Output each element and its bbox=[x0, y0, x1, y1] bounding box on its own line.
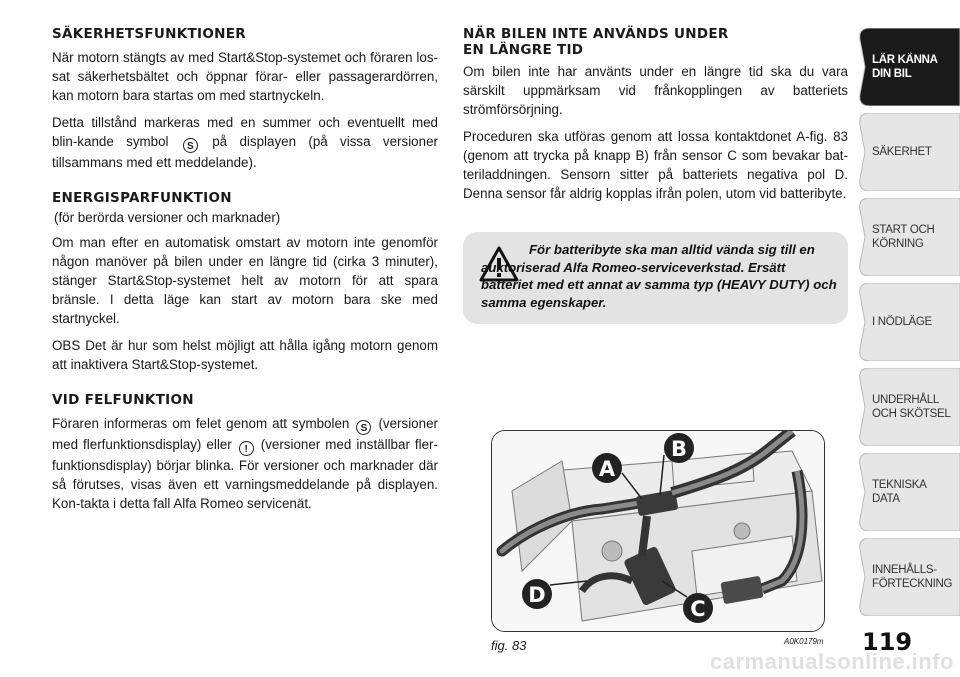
chapter-tab-label: UNDERHÅLL OCH SKÖTSEL bbox=[872, 394, 951, 420]
chapter-tab-5[interactable] bbox=[856, 453, 960, 531]
chapter-tab-label: START OCH KÖRNING bbox=[872, 224, 935, 250]
chapter-tab-0[interactable] bbox=[856, 28, 960, 106]
left-column bbox=[52, 26, 438, 521]
chapter-tab-label: INNEHÅLLS- FÖRTECKNING bbox=[872, 564, 953, 590]
figure-83 bbox=[491, 430, 825, 632]
chapter-tabs bbox=[856, 28, 960, 623]
chapter-tab-6[interactable] bbox=[856, 538, 960, 616]
chapter-tab-1[interactable] bbox=[856, 113, 960, 191]
heading-vehicle-unused: NÄR BILEN INTE ANVÄNDS UNDER EN LÄNGRE TID bbox=[463, 26, 729, 58]
energy-saving-note: (för berörda versioner och marknader) bbox=[54, 210, 281, 225]
paragraph-unused-2: Proceduren ska utföras genom att lossa kontaktdonet A-fig. 83 (genom att trycka på knapp B) från sensor C som bevakar bat-teriladdningen. Sensorn sitter på batteriets negativa pol D. Denna sensor får aldrig kopplas ifrån polen, utom vid batteribyte. bbox=[463, 129, 848, 201]
paragraph-energy-2: OBS Det är hur som helst möjligt att hålla igång motorn genom att inaktivera Start&Stop-systemet. bbox=[52, 338, 438, 372]
figure-caption: fig. 83 bbox=[491, 638, 527, 653]
warning-text: För batteribyte ska man alltid vända sig till en auktoriserad Alfa Romeo-serviceverkstad. Ersätt batteriet med ett annat av samma typ (HEAVY DUTY) och samma egenskaper. bbox=[481, 242, 837, 310]
start-stop-s-icon: S bbox=[356, 420, 371, 435]
paragraph-safety-2: Detta tillstånd markeras med en summer och eventuellt med blin-kande symbol S på displayen (på vissa versioner tillsammans med ett meddelande). bbox=[52, 115, 438, 170]
callout-d-label: D bbox=[528, 583, 546, 607]
chapter-tab-label: TEKNISKA DATA bbox=[872, 479, 926, 505]
chapter-tab-4[interactable] bbox=[856, 368, 960, 446]
heading-energy-saving: ENERGISPARFUNKTION bbox=[52, 190, 232, 206]
warning-box bbox=[463, 232, 848, 324]
callout-c-label: C bbox=[690, 597, 706, 621]
chapter-tab-label: I NÖDLÄGE bbox=[872, 316, 932, 328]
exclamation-warning-icon: ! bbox=[239, 441, 254, 456]
callout-a-label: A bbox=[598, 457, 616, 481]
watermark: carmanualsonline.info bbox=[710, 649, 954, 674]
callout-b-label: B bbox=[670, 437, 688, 461]
chapter-tab-2[interactable] bbox=[856, 198, 960, 276]
right-column bbox=[463, 26, 848, 211]
battery-connector-illustration bbox=[492, 431, 824, 631]
start-stop-s-icon: S bbox=[183, 138, 198, 153]
heading-malfunction: VID FELFUNKTION bbox=[52, 392, 194, 408]
heading-safety-functions: SÄKERHETSFUNKTIONER bbox=[52, 26, 246, 42]
paragraph-energy-1: Om man efter en automatisk omstart av motorn inte genomför någon manöver på bilen under en längre tid (cirka 3 minuter), stänger Start&Stop-systemet helt av motorn för att spara bränsle. I detta läge kan start av motorn bara ske med startnyckel. bbox=[52, 235, 438, 326]
paragraph-unused-1: Om bilen inte har använts under en längre tid ska du vara särskilt uppmärksam vid frånkopplingen av batteriets strömförsörjning. bbox=[463, 64, 848, 117]
chapter-tab-3[interactable] bbox=[856, 283, 960, 361]
chapter-tab-label: LÄR KÄNNA DIN BIL bbox=[872, 54, 938, 80]
figure-code: A0K0179m bbox=[784, 637, 824, 646]
chapter-tab-label: SÄKERHET bbox=[872, 146, 932, 158]
page-number: 119 bbox=[862, 628, 913, 656]
paragraph-malfunction: Föraren informeras om felet genom att symbolen S (versioner med flerfunktionsdisplay) eller ! (versioner med inställbar fler-funktionsdisplay) börjar blinka. För versioner och marknader där så förutses, visas även ett varningsmeddelande på displayen. Kon-takta i detta fall Alfa Romeo servicenät. bbox=[52, 416, 438, 511]
paragraph-safety-1: När motorn stängts av med Start&Stop-systemet och föraren los-sat säkerhetsbältet och öppnar förar- eller passagerardörren, kan motorn bara startas om med startnyckeln. bbox=[52, 50, 438, 103]
